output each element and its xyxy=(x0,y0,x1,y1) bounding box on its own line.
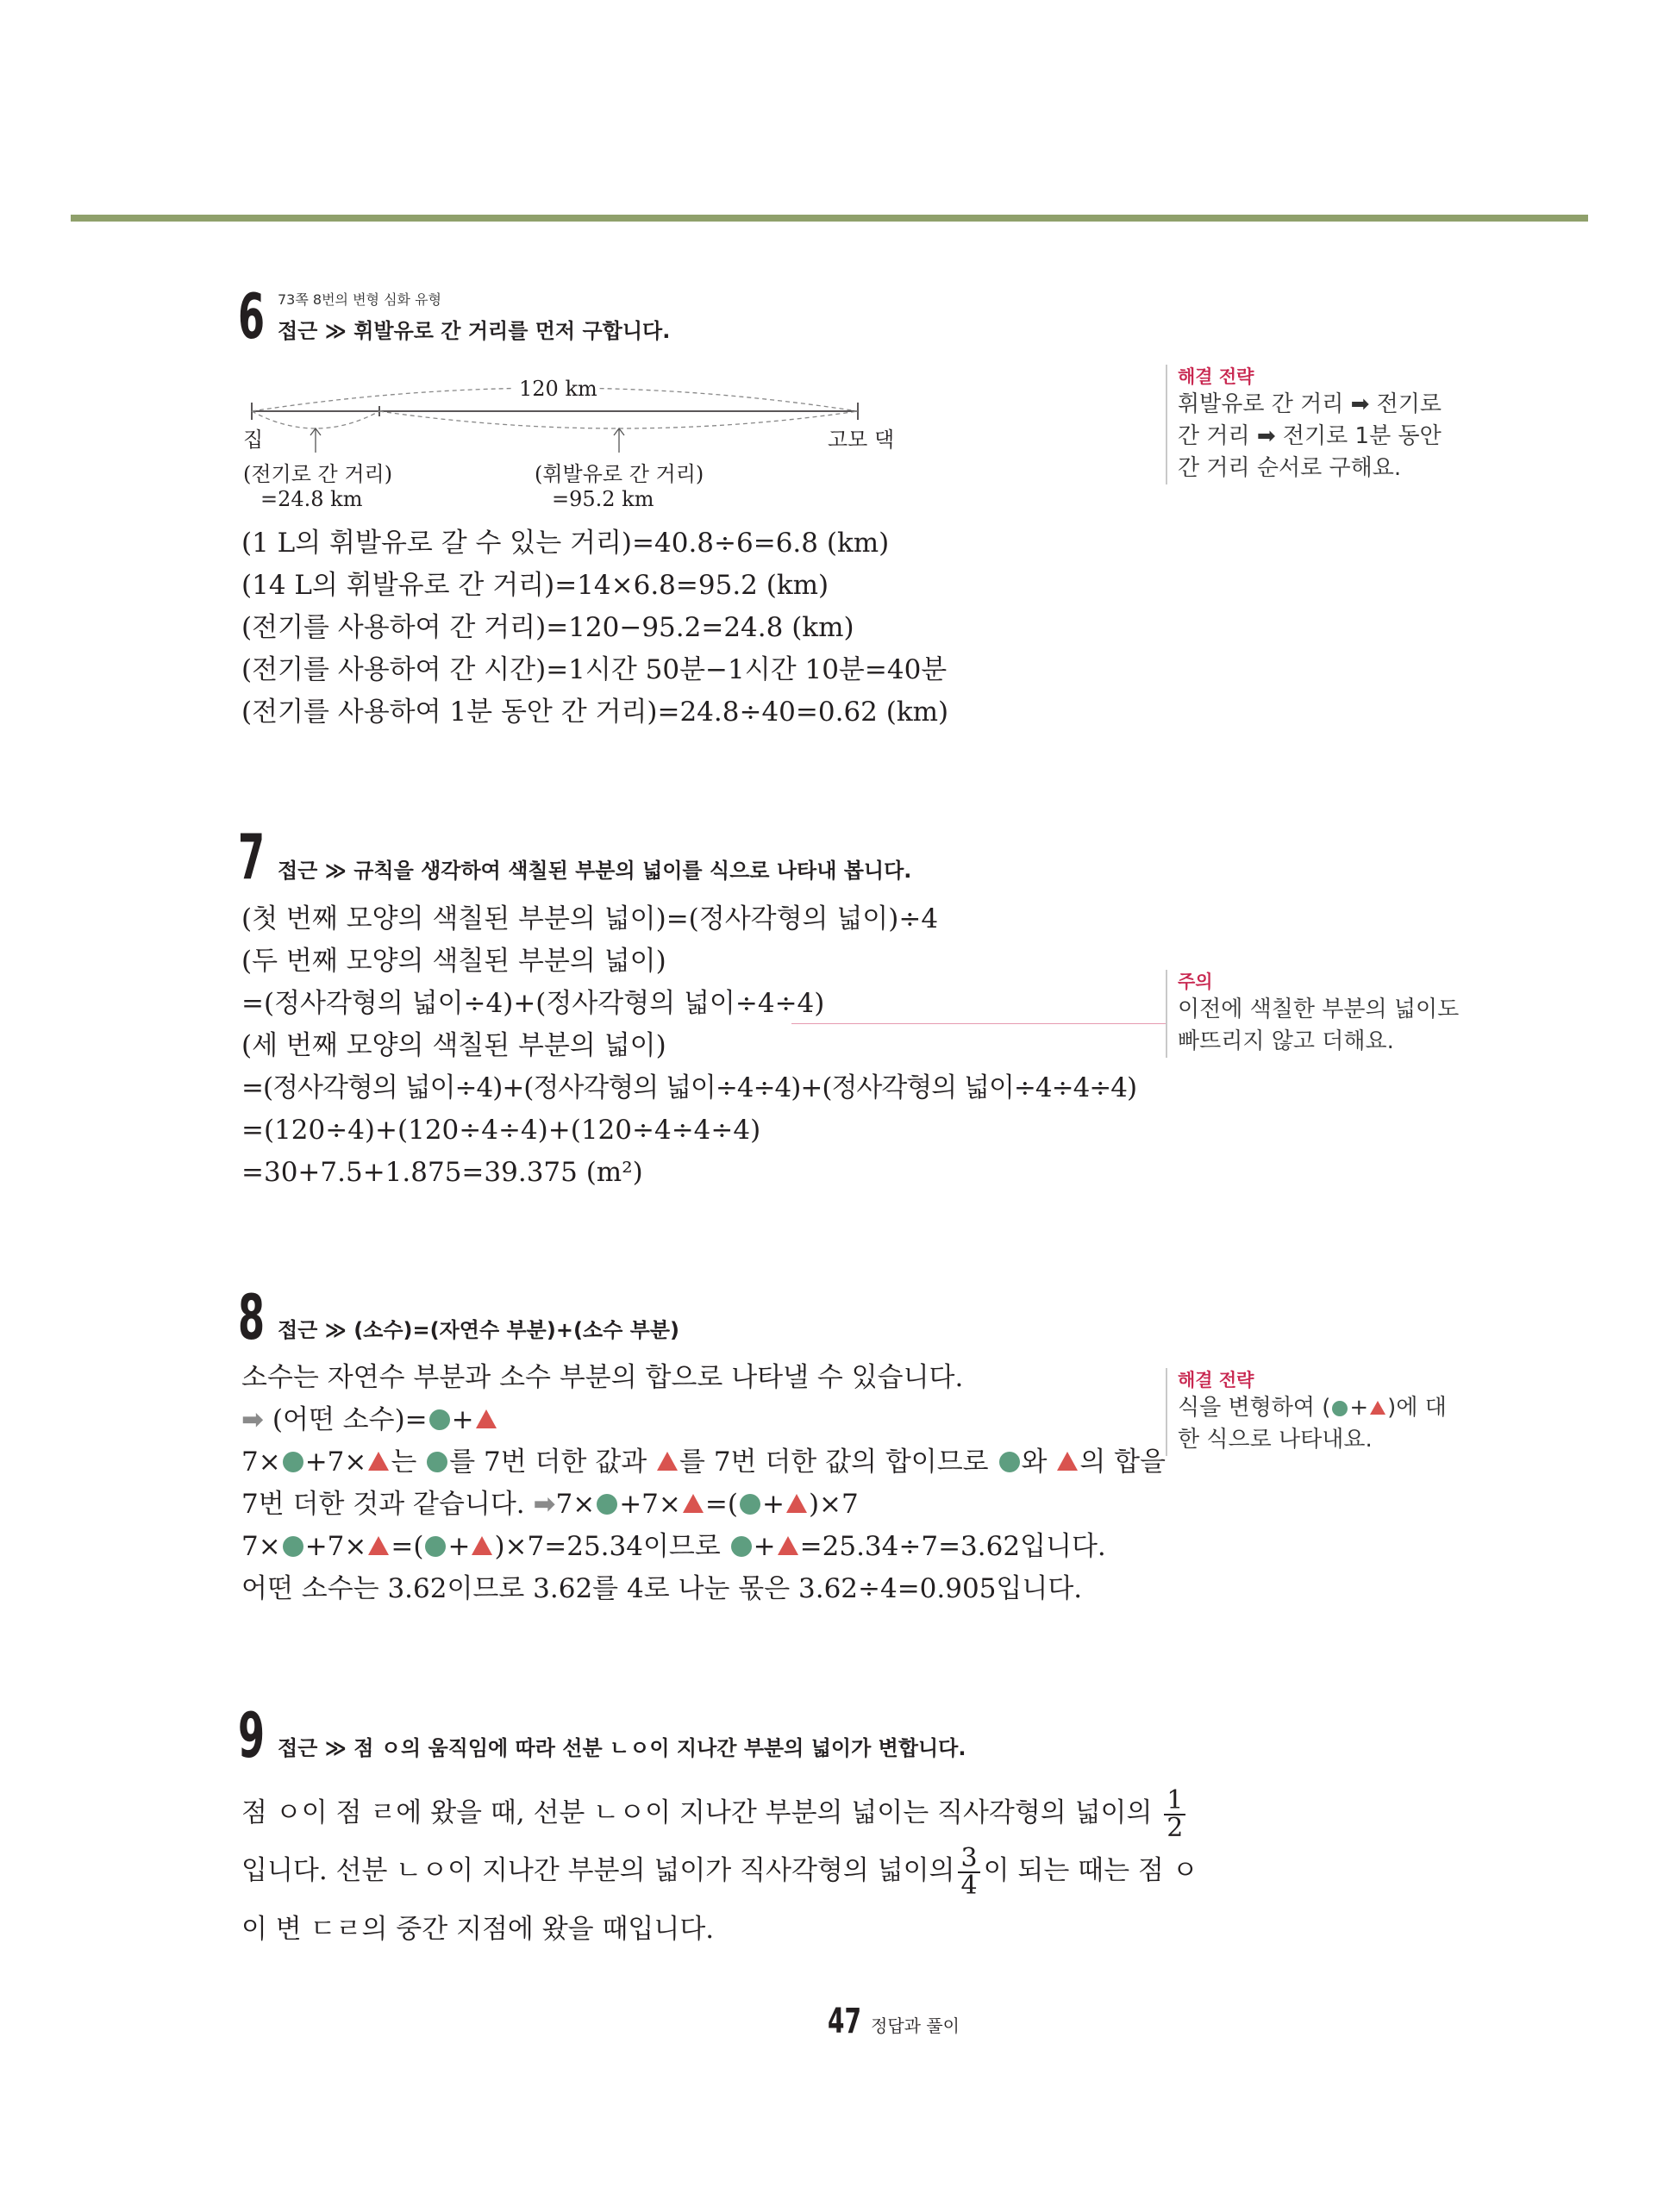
red-triangle-icon xyxy=(1057,1452,1078,1471)
solution-line: 어떤 소수는 3.62이므로 3.62를 4로 나눈 몫은 3.62÷4=0.905입니다. xyxy=(241,1573,1083,1604)
green-circle-icon xyxy=(425,1536,446,1557)
green-circle-icon xyxy=(731,1536,752,1557)
red-triangle-icon xyxy=(472,1536,492,1555)
solution-line: 7번 더한 것과 같습니다. ➡7× +7× =( + )×7 xyxy=(241,1489,859,1520)
caution-line: 빠뜨리지 않고 더해요. xyxy=(1178,1028,1394,1054)
strategy-line: 휘발유로 간 거리 ➡ 전기로 xyxy=(1178,391,1442,417)
solution-line: =(정사각형의 넓이÷4)+(정사각형의 넓이÷4÷4)+(정사각형의 넓이÷4÷4÷4) xyxy=(241,1072,1137,1103)
red-triangle-icon xyxy=(786,1494,807,1513)
red-triangle-icon xyxy=(657,1452,678,1471)
red-triangle-icon xyxy=(368,1452,389,1471)
caution-note xyxy=(1166,970,1459,1058)
page-number: 47 xyxy=(828,2002,861,2041)
fraction-three-quarters: $\frac{3}{4}$ xyxy=(958,1846,979,1899)
gasoline-distance-label: (휘발유로 간 거리) xyxy=(535,462,704,486)
green-circle-icon xyxy=(283,1536,303,1557)
arrow-right-icon: ➡ xyxy=(241,1404,264,1435)
solution-line: 7× +7× 는 를 7번 더한 값과 를 7번 더한 값의 합이므로 와 의 합을 xyxy=(241,1447,1166,1478)
solution-line: (전기를 사용하여 1분 동안 간 거리)=24.8÷40=0.62 (km) xyxy=(241,697,949,728)
strategy-line: 간 거리 순서로 구해요. xyxy=(1178,455,1402,481)
strategy-line: 한 식으로 나타내요. xyxy=(1178,1427,1373,1453)
strategy-line: 간 거리 ➡ 전기로 1분 동안 xyxy=(1178,423,1442,449)
solution-line: =(정사각형의 넓이÷4)+(정사각형의 넓이÷4÷4) xyxy=(241,988,825,1019)
solution-line: (1 L의 휘발유로 갈 수 있는 거리)=40.8÷6=6.8 (km) xyxy=(241,528,890,559)
problem-number: 9 xyxy=(238,1699,266,1771)
red-triangle-icon xyxy=(1370,1401,1385,1415)
red-triangle-icon xyxy=(778,1536,798,1555)
approach-text: 접근 ≫ 규칙을 생각하여 색칠된 부분의 넓이를 식으로 나타내 봅니다. xyxy=(278,859,912,883)
solution-line: =(120÷4)+(120÷4÷4)+(120÷4÷4÷4) xyxy=(241,1115,761,1146)
electric-distance-label: (전기로 간 거리) xyxy=(243,462,393,486)
green-circle-icon xyxy=(597,1494,617,1515)
strategy-title: 해결 전략 xyxy=(1178,1370,1254,1390)
red-triangle-icon xyxy=(476,1409,497,1428)
solution-line: (첫 번째 모양의 색칠된 부분의 넓이)=(정사각형의 넓이)÷4 xyxy=(241,903,939,934)
source-note: 73쪽 8번의 변형 심화 유형 xyxy=(278,291,441,308)
total-distance-label: 120 km xyxy=(519,377,597,401)
caution-title: 주의 xyxy=(1178,972,1213,992)
solution-line: 7× +7× =( + )×7=25.34이므로 + =25.34÷7=3.62입니다. xyxy=(241,1531,1106,1562)
approach-text: 접근 ≫ (소수)=(자연수 부분)+(소수 부분) xyxy=(278,1318,679,1342)
end-label: 고모 댁 xyxy=(828,428,895,452)
solution-line: (전기를 사용하여 간 거리)=120−95.2=24.8 (km) xyxy=(241,612,854,643)
distance-diagram xyxy=(233,366,923,517)
green-circle-icon xyxy=(740,1494,760,1515)
problem-number: 6 xyxy=(238,280,266,353)
fraction-one-half: $\frac{1}{2}$ xyxy=(1164,1788,1185,1841)
caution-line: 이전에 색칠한 부분의 넓이도 xyxy=(1178,997,1460,1022)
start-label: 집 xyxy=(243,428,264,452)
arrow-right-icon: ➡ xyxy=(533,1489,556,1520)
red-triangle-icon xyxy=(683,1494,704,1513)
strategy-note xyxy=(1166,1368,1447,1456)
strategy-line: 식을 변형하여 ( + )에 대 xyxy=(1178,1395,1447,1421)
green-circle-icon xyxy=(999,1452,1020,1472)
solution-line: (두 번째 모양의 색칠된 부분의 넓이) xyxy=(241,946,666,977)
problem-number: 8 xyxy=(238,1281,266,1353)
solution-line: (14 L의 휘발유로 간 거리)=14×6.8=95.2 (km) xyxy=(241,570,829,601)
green-circle-icon xyxy=(283,1452,303,1472)
strategy-title: 해결 전략 xyxy=(1178,366,1254,387)
solution-line: 소수는 자연수 부분과 소수 부분의 합으로 나타낼 수 있습니다. xyxy=(241,1362,964,1393)
solution-line: ➡ (어떤 소수)= + xyxy=(241,1403,498,1437)
green-circle-icon xyxy=(1332,1401,1348,1416)
top-accent-bar xyxy=(71,215,1588,222)
note-connector xyxy=(791,1023,1166,1024)
green-circle-icon xyxy=(427,1452,447,1472)
solution-line: 점 ㅇ이 점 ㄹ에 왔을 때, 선분 ㄴㅇ이 지나간 부분의 넓이는 직사각형의 넓이의 $\frac{1}{2}$ xyxy=(241,1781,1189,1845)
approach-text: 접근 ≫ 휘발유로 간 거리를 먼저 구합니다. xyxy=(278,319,671,343)
electric-distance-value: =24.8 km xyxy=(260,487,363,511)
solution-line: 이 변 ㄷㄹ의 중간 지점에 왔을 때입니다. xyxy=(241,1914,715,1945)
solution-line: 입니다. 선분 ㄴㅇ이 지나간 부분의 넓이가 직사각형의 넓이의 $\frac{3}{4}$ 이 되는 때는 점 ㅇ xyxy=(241,1842,1198,1901)
solution-line: (세 번째 모양의 색칠된 부분의 넓이) xyxy=(241,1030,666,1061)
solution-line: (전기를 사용하여 간 시간)=1시간 50분−1시간 10분=40분 xyxy=(241,654,948,685)
gasoline-distance-value: =95.2 km xyxy=(552,487,654,511)
green-circle-icon xyxy=(429,1409,450,1430)
footer-label: 정답과 풀이 xyxy=(871,2015,960,2036)
approach-text: 접근 ≫ 점 ㅇ의 움직임에 따라 선분 ㄴㅇ이 지나간 부분의 넓이가 변합니다. xyxy=(278,1736,966,1760)
strategy-note xyxy=(1166,365,1442,484)
solution-line: =30+7.5+1.875=39.375 (m²) xyxy=(241,1157,643,1188)
problem-number: 7 xyxy=(238,821,266,893)
red-triangle-icon xyxy=(368,1536,389,1555)
